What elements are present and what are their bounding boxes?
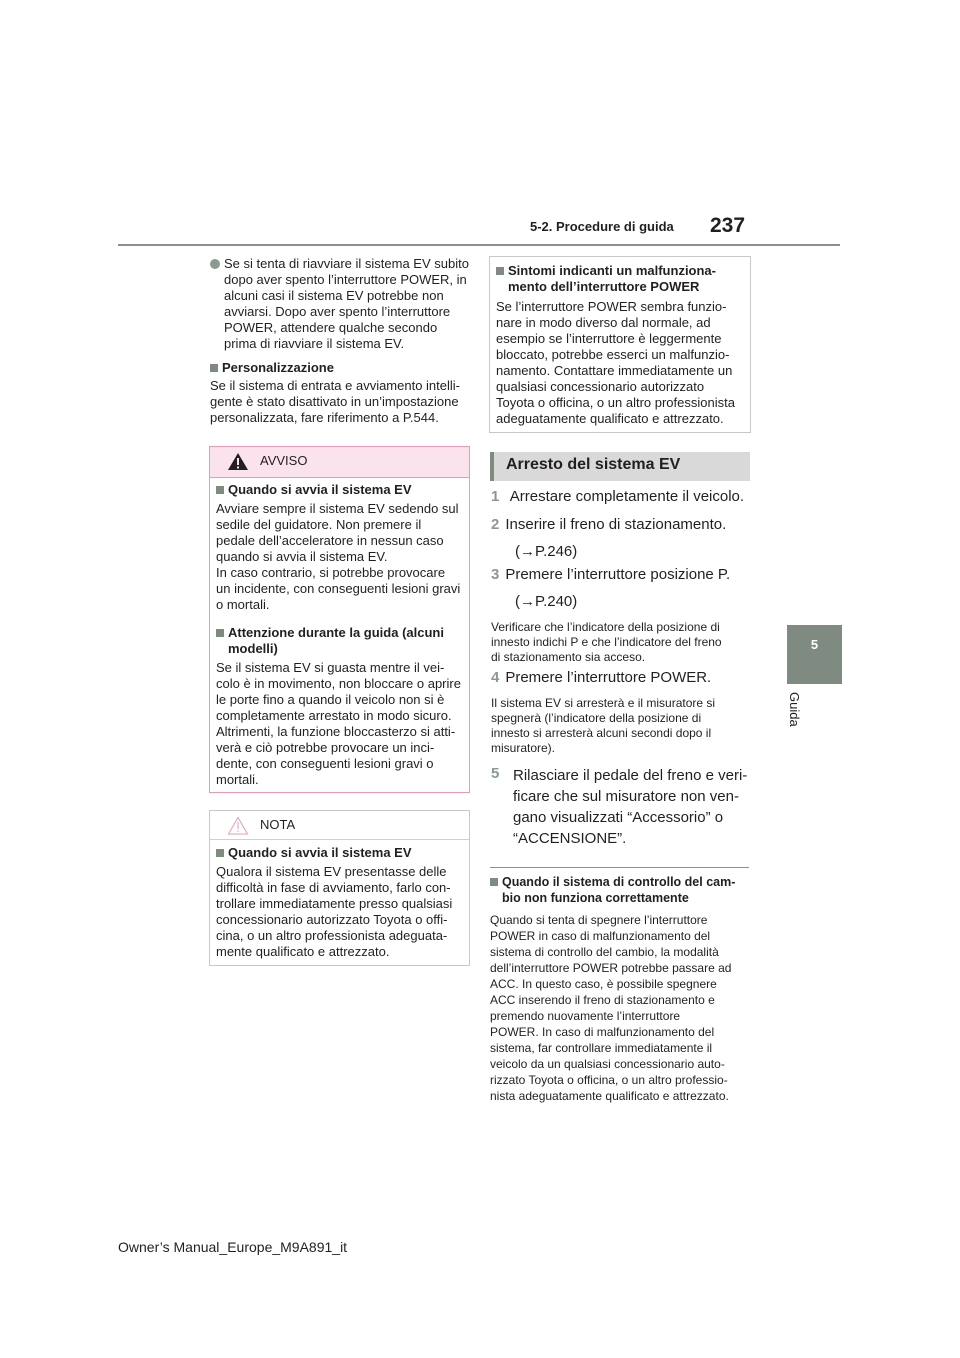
- text-line: gente è stato disattivato in un’impostazione: [210, 394, 459, 409]
- text-line: bloccato, potrebbe esserci un malfunzio-: [496, 347, 730, 362]
- chapter-tab: 5: [787, 625, 842, 684]
- avviso-s2-title-line: Attenzione durante la guida (alcuni: [228, 625, 444, 640]
- text-line: namento. Contattare immediatamente un: [496, 363, 733, 378]
- avviso-s2-title-line: modelli): [228, 641, 278, 656]
- text-line: sistema, far controllare immediatamente il: [490, 1041, 713, 1055]
- square-bullet-icon: [490, 878, 498, 886]
- avviso-s1-title: [216, 482, 463, 498]
- step-note: [491, 696, 756, 756]
- header-rule: [118, 244, 840, 246]
- square-bullet-icon: [216, 849, 224, 857]
- nota-body: [216, 864, 463, 960]
- page-reference: (→P.246): [515, 543, 578, 560]
- text-line: rizzato Toyota o officina, o un altro professio-: [490, 1073, 728, 1087]
- caution-triangle-icon: [227, 816, 249, 835]
- personalizzazione-title: [210, 360, 475, 376]
- personalizzazione-body: [210, 378, 475, 426]
- step-number: 2: [491, 516, 500, 533]
- step-4: [491, 668, 756, 756]
- divider: [490, 867, 749, 868]
- text-line: mente qualificato e attrezzato.: [216, 944, 390, 959]
- text-line: esempio se l’interruttore è leggermente: [496, 331, 722, 346]
- avviso-s1-body: [216, 501, 463, 613]
- text-line: In caso contrario, si potrebbe provocare: [216, 565, 446, 580]
- text-line: alcuni casi il sistema EV potrebbe non: [224, 288, 444, 303]
- step-3: [491, 565, 756, 665]
- text-line: POWER in caso di malfunzionamento del: [490, 929, 711, 943]
- square-bullet-icon: [216, 629, 224, 637]
- personalizzazione-section: [210, 360, 475, 426]
- text-line: nare in modo diverso dal normale, ad: [496, 315, 711, 330]
- avviso-label: AVVISO: [260, 453, 308, 468]
- text-line: o mortali.: [216, 597, 270, 612]
- text-line: ACC. In questo caso, è possibile spegnere: [490, 977, 717, 991]
- sintomi-body: [496, 299, 744, 427]
- text-line: Quando si tenta di spegnere l’interruttore: [490, 913, 708, 927]
- step-text-lines: [513, 765, 756, 849]
- page-reference: (→P.240): [515, 593, 578, 610]
- bullet-dot-icon: [210, 259, 220, 269]
- text-line: Se il sistema EV si guasta mentre il vei-: [216, 660, 445, 675]
- text-line: colo è in movimento, non bloccare o aprire: [216, 676, 461, 691]
- section-heading: [490, 452, 750, 481]
- text-line: completamente arrestato in modo sicuro.: [216, 708, 452, 723]
- text-line: pedale dell’acceleratore in nessun caso: [216, 533, 444, 548]
- nota-box: [209, 810, 470, 966]
- text-line: spegnerà (l’indicatore della posizione di: [491, 711, 702, 725]
- avviso-s2-body: [216, 660, 463, 788]
- text-line: Avviare sempre il sistema EV sedendo sul: [216, 501, 459, 516]
- text-line: Verificare che l’indicatore della posizione di: [491, 620, 720, 634]
- text-line: innesto si arresterà alcuni secondi dopo il: [491, 726, 712, 740]
- nota-header: [210, 811, 469, 840]
- step-number: 3: [491, 566, 500, 583]
- text-line: cina, o un altro professionista adeguata-: [216, 928, 448, 943]
- text-line: trollare immediatamente presso qualsiasi: [216, 896, 453, 911]
- text-line: concessionario autorizzato Toyota o offi-: [216, 912, 448, 927]
- step-text: Premere l’interruttore posizione P.: [505, 566, 731, 583]
- text-line: Rilasciare il pedale del freno e veri-: [513, 767, 748, 784]
- text-line: adeguatamente qualificato e attrezzato.: [496, 411, 724, 426]
- cambio-title-line: Quando il sistema di controllo del cam-: [502, 875, 736, 889]
- sintomi-content: [490, 257, 750, 427]
- cambio-title: [490, 874, 755, 906]
- text-line: veicolo da un qualsiasi concessionario auto-: [490, 1057, 725, 1071]
- square-bullet-icon: [216, 486, 224, 494]
- step-number: 4: [491, 669, 500, 686]
- text-line: POWER. In caso di malfunzionamento del: [490, 1025, 715, 1039]
- step-note: [491, 620, 756, 665]
- text-line: “ACCENSIONE”.: [513, 830, 627, 847]
- step-text: Premere l’interruttore POWER.: [505, 669, 712, 686]
- text-line: Se il sistema di entrata e avviamento intelli-: [210, 378, 461, 393]
- sintomi-title: [496, 263, 744, 295]
- text-line: verà e ciò potrebbe provocare un inci-: [216, 740, 435, 755]
- page-number: 237: [710, 214, 746, 237]
- text-line: sedile del guidatore. Non premere il: [216, 517, 422, 532]
- text-line: dente, con conseguenti lesioni gravi o: [216, 756, 434, 771]
- step-1: [491, 487, 756, 507]
- step-2: [491, 515, 756, 562]
- text-line: sistema di controllo del cambio, la modalità: [490, 945, 719, 959]
- avviso-s1-title-text: Quando si avvia il sistema EV: [228, 482, 412, 497]
- text-line: mortali.: [216, 772, 259, 787]
- nota-content: [210, 840, 469, 960]
- bullet-paragraph: [210, 256, 470, 352]
- text-line: Altrimenti, la funzione bloccasterzo si atti-: [216, 724, 456, 739]
- step-text: Arrestare completamente il veicolo.: [509, 488, 745, 505]
- avviso-content: [210, 478, 469, 788]
- text-line: Se si tenta di riavviare il sistema EV subito: [224, 256, 469, 271]
- text-line: POWER, attendere qualche secondo: [224, 320, 438, 335]
- text-line: ficare che sul misuratore non ven-: [513, 788, 739, 805]
- avviso-s2-title: [216, 625, 463, 657]
- sintomi-title-line: Sintomi indicanti un malfunziona-: [508, 263, 716, 278]
- text-line: Il sistema EV si arresterà e il misuratore si: [491, 696, 716, 710]
- step-number: 5: [491, 765, 500, 782]
- text-line: un incidente, con conseguenti lesioni gravi: [216, 581, 461, 596]
- text-line: premendo nuovamente l’interruttore: [490, 1009, 681, 1023]
- chapter-name: [788, 692, 808, 742]
- text-line: di stazionamento sia acceso.: [491, 650, 646, 664]
- text-line: Se l’interruttore POWER sembra funzio-: [496, 299, 727, 314]
- text-line: misuratore).: [491, 741, 556, 755]
- text-line: prima di riavviare il sistema EV.: [224, 336, 405, 351]
- nota-title: [216, 845, 463, 861]
- bullet-lines: [224, 256, 470, 352]
- footer-text: Owner’s Manual_Europe_M9A891_it: [118, 1239, 348, 1255]
- step-number: 1: [491, 488, 500, 505]
- text-line: gano visualizzati “Accessorio” o: [513, 809, 724, 826]
- cambio-title-line: bio non funziona correttamente: [502, 891, 689, 905]
- step-text: Inserire il freno di stazionamento.: [505, 516, 727, 533]
- section-title: 5-2. Procedure di guida: [530, 219, 674, 234]
- sintomi-title-line: mento dell’interruttore POWER: [508, 279, 700, 294]
- avviso-box: [209, 446, 470, 793]
- step-5: [491, 765, 756, 849]
- text-line: dopo aver spento l’interruttore POWER, in: [224, 272, 467, 287]
- text-line: quando si avvia il sistema EV.: [216, 549, 388, 564]
- cambio-body: [490, 912, 755, 1104]
- square-bullet-icon: [210, 364, 218, 372]
- nota-label: NOTA: [260, 817, 296, 832]
- chapter-name-label: Guida: [787, 692, 802, 727]
- text-line: ACC inserendo il freno di stazionamento e: [490, 993, 715, 1007]
- text-line: Toyota o officina, o un altro professionista: [496, 395, 735, 410]
- square-bullet-icon: [496, 267, 504, 275]
- warning-triangle-icon: [227, 452, 249, 471]
- sintomi-box: [489, 256, 751, 433]
- text-line: personalizzata, fare riferimento a P.544.: [210, 410, 439, 425]
- text-line: innesto indichi P e che l’indicatore del freno: [491, 635, 722, 649]
- section-heading-text: Arresto del sistema EV: [506, 456, 681, 473]
- text-line: qualsiasi concessionario autorizzato: [496, 379, 705, 394]
- text-line: Qualora il sistema EV presentasse delle: [216, 864, 447, 879]
- text-line: le porte fino a quando il veicolo non si è: [216, 692, 445, 707]
- text-line: dell’interruttore POWER potrebbe passare ad: [490, 961, 732, 975]
- text-line: difficoltà in fase di avviamento, farlo con-: [216, 880, 451, 895]
- text-line: avviarsi. Dopo aver spento l’interruttore: [224, 304, 451, 319]
- nota-title-text: Quando si avvia il sistema EV: [228, 845, 412, 860]
- text-line: nista adeguatamente qualificato e attrezzato.: [490, 1089, 729, 1103]
- personalizzazione-title-text: Personalizzazione: [222, 360, 334, 375]
- cambio-section: [490, 874, 755, 1104]
- avviso-header: [210, 447, 469, 478]
